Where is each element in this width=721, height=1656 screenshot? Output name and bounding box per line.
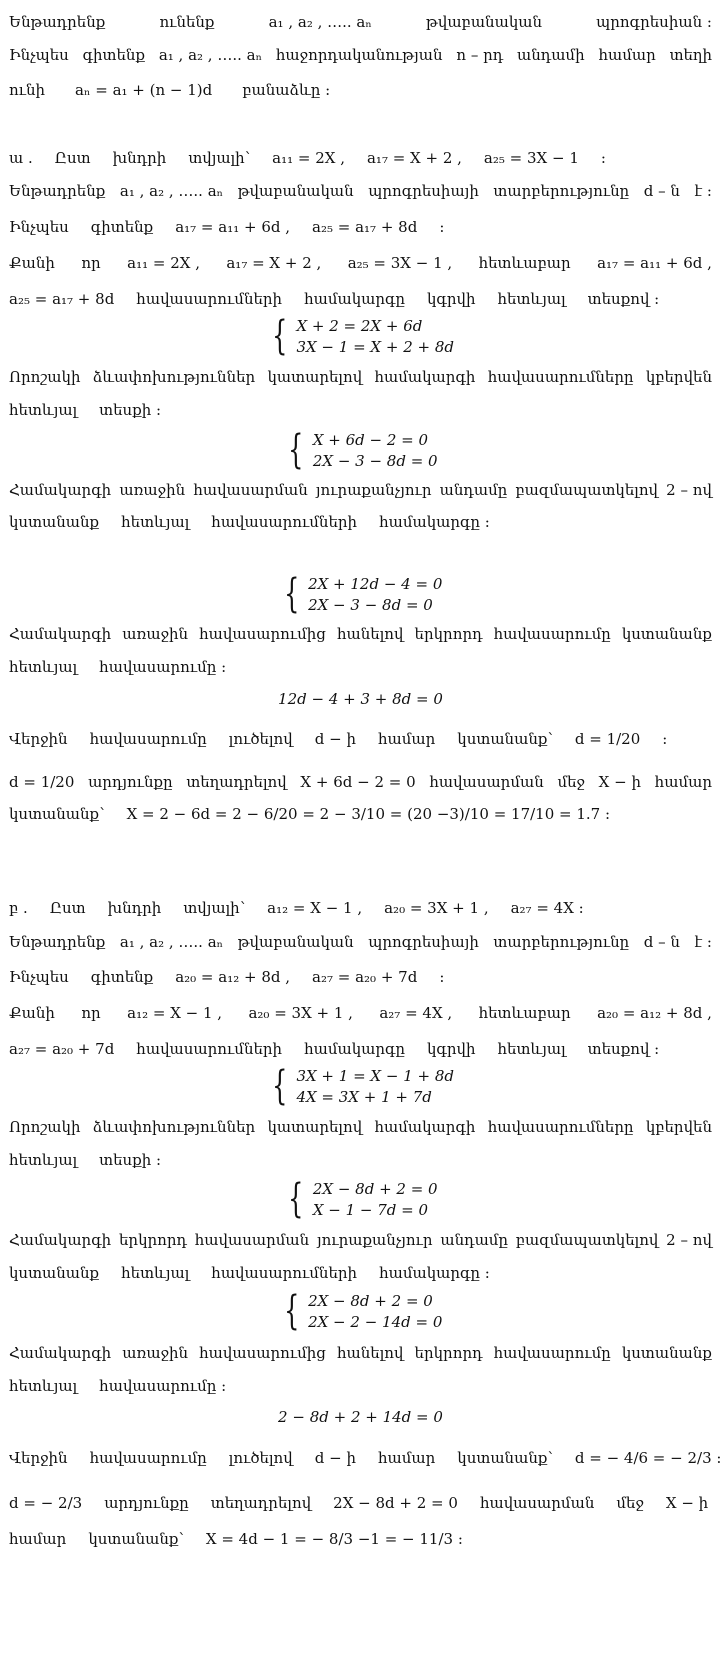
part-b-line-1 xyxy=(9,896,712,920)
part-a-line-13 xyxy=(9,770,712,794)
word: a₁ , a₂ , ….. aₙ xyxy=(119,182,224,200)
word: կստանանք xyxy=(9,1264,100,1282)
word: Համակարգի xyxy=(9,481,112,499)
word: a₂₇ = a₂₀ + 7d xyxy=(9,1040,115,1058)
word: որ xyxy=(81,254,101,272)
word: a₂₇ = 4X ։ xyxy=(510,899,584,917)
word: Համակարգի xyxy=(9,1231,112,1249)
word: անդամը xyxy=(440,1231,508,1249)
system-row: X − 1 − 7d = 0 xyxy=(312,1201,429,1219)
system-row: 2X − 3 − 8d = 0 xyxy=(312,452,438,470)
word: թվաբանական xyxy=(237,933,354,951)
word: համակարգը xyxy=(304,290,406,308)
word: մեջ xyxy=(557,773,585,791)
word: հավասարումները xyxy=(487,368,634,386)
word: հավասարումների xyxy=(136,290,283,308)
word: հետևյալ xyxy=(9,658,78,676)
system-row: 4X = 3X + 1 + 7d xyxy=(296,1088,432,1106)
word: ա . xyxy=(9,149,33,167)
word: տեսքի ։ xyxy=(99,401,162,419)
word: 2 – ով xyxy=(666,481,712,499)
word: առաջին xyxy=(119,481,186,499)
word: տարբերությունը xyxy=(493,182,630,200)
system-row: 2X + 12d − 4 = 0 xyxy=(308,575,443,593)
word: համակարգը ։ xyxy=(379,1264,490,1282)
word: արդյունքը xyxy=(104,1494,189,1512)
word: է ։ xyxy=(694,933,712,951)
word: խնդրի xyxy=(107,899,162,917)
word: լուծելով xyxy=(228,730,293,748)
word: հետևյալ xyxy=(121,513,190,531)
word: a₁₁ = 2X , xyxy=(127,254,200,272)
word: հավասարումը xyxy=(89,730,207,748)
word: d – ն xyxy=(643,182,680,200)
system-row: 2X − 3 − 8d = 0 xyxy=(308,596,433,614)
part-b-equation: 2 − 8d + 2 + 14d = 0 xyxy=(278,1408,443,1426)
word: հավասարումների xyxy=(136,1040,283,1058)
word: գիտենք xyxy=(90,218,154,236)
word: հետևաբար xyxy=(478,254,571,272)
part-a-line-2 xyxy=(9,179,712,203)
word: որ xyxy=(81,1004,101,1022)
word: հետևյալ xyxy=(497,290,566,308)
word: a₁ , a₂ , ….. aₙ xyxy=(119,933,224,951)
word: ունի xyxy=(9,81,46,99)
part-a-line-12 xyxy=(9,727,712,751)
word: կատարելով xyxy=(267,368,363,386)
word: երկրորդ xyxy=(414,1344,483,1362)
word: Համակարգի xyxy=(9,625,112,643)
word: կգրվի xyxy=(427,1040,476,1058)
system-row: 3X − 1 = X + 2 + 8d xyxy=(296,338,454,356)
part-a-system-1: { X + 2 = 2X + 6d 3X − 1 = X + 2 + 8d xyxy=(272,313,454,359)
part-b-line-11 xyxy=(9,1374,712,1398)
word: տեսքի ։ xyxy=(99,1151,162,1169)
word: գիտենք xyxy=(90,968,154,986)
system-row: X + 6d − 2 = 0 xyxy=(312,431,429,449)
part-b-line-3 xyxy=(9,965,712,989)
word: մեջ xyxy=(616,1494,644,1512)
word: հետևյալ xyxy=(9,1377,78,1395)
word: տեղի xyxy=(669,46,712,64)
part-a-system-2: { X + 6d − 2 = 0 2X − 3 − 8d = 0 xyxy=(288,427,438,473)
part-a-line-14 xyxy=(9,802,712,826)
part-a-system-3: { 2X + 12d − 4 = 0 2X − 3 − 8d = 0 xyxy=(283,571,443,617)
word: ։ xyxy=(662,730,668,748)
word: կստանանք xyxy=(621,1344,712,1362)
word: հետևյալ xyxy=(497,1040,566,1058)
part-b-line-8 xyxy=(9,1228,712,1252)
word: հետևյալ xyxy=(9,1151,78,1169)
word: համար xyxy=(9,1530,67,1548)
word: n – րդ xyxy=(456,46,504,64)
word: Ըստ xyxy=(54,149,91,167)
word: X − ի xyxy=(665,1494,709,1512)
part-a-line-3 xyxy=(9,215,712,239)
word: պրոգրեսիայի xyxy=(368,933,479,951)
word: d = − 4/6 = − 2/3 ։ xyxy=(574,1449,721,1467)
part-a-line-4 xyxy=(9,251,712,275)
word: Քանի xyxy=(9,1004,55,1022)
word: առաջին xyxy=(122,1344,189,1362)
part-b-line-6 xyxy=(9,1115,712,1139)
part-b-system-1: { 3X + 1 = X − 1 + 8d 4X = 3X + 1 + 7d xyxy=(272,1063,454,1109)
word: հավասարումը xyxy=(493,625,611,643)
word: հավասարման xyxy=(429,773,544,791)
word: հավասարման xyxy=(194,1231,310,1249)
word: կբերվեն xyxy=(645,368,712,386)
word: a₂₅ = 3X − 1 xyxy=(483,149,579,167)
word: Ենթադրենք xyxy=(9,933,106,951)
part-a-line-11 xyxy=(9,655,712,679)
word: a₁₂ = X − 1 , xyxy=(127,1004,223,1022)
word: a₂₅ = a₁₇ + 8d xyxy=(9,290,115,308)
word: a₂₇ = 4X , xyxy=(379,1004,453,1022)
word: առաջին xyxy=(122,625,189,643)
part-b-line-13 xyxy=(9,1491,712,1515)
word: հավասարումների xyxy=(211,513,358,531)
word: հանելով xyxy=(337,625,404,643)
word: հավասարումը xyxy=(493,1344,611,1362)
word: հավասարումների xyxy=(211,1264,358,1282)
word: հավասարման xyxy=(193,481,308,499)
word: հավասարումը xyxy=(89,1449,207,1467)
word: տեսքով ։ xyxy=(587,290,660,308)
word: յուրաքանչյուր xyxy=(315,481,432,499)
word: կստանանք՝ xyxy=(9,805,105,823)
word: a₂₀ = a₁₂ + 8d , xyxy=(175,968,291,986)
word: Համակարգի xyxy=(9,1344,112,1362)
word: հավասարումը ։ xyxy=(99,1377,227,1395)
word: Վերջին xyxy=(9,1449,68,1467)
word: բազմապատկելով xyxy=(515,481,658,499)
system-row: 2X − 2 − 14d = 0 xyxy=(308,1313,443,1331)
word: երկրորդ xyxy=(118,1231,187,1249)
word: կստանանք՝ xyxy=(457,730,553,748)
word: հավասարումը ։ xyxy=(99,658,227,676)
word: հավասարումից xyxy=(199,1344,326,1362)
word: համակարգի xyxy=(374,368,476,386)
word: համար xyxy=(654,773,712,791)
word: 2 – ով xyxy=(666,1231,712,1249)
word: կստանանք xyxy=(621,625,712,643)
word: d – ն xyxy=(643,933,680,951)
system-row: 3X + 1 = X − 1 + 8d xyxy=(296,1067,454,1085)
word: հաջորդականության xyxy=(275,46,443,64)
system-row: 2X − 8d + 2 = 0 xyxy=(312,1180,438,1198)
word: համակարգը ։ xyxy=(379,513,490,531)
word: հավասարումները xyxy=(487,1118,634,1136)
word: բ . xyxy=(9,899,28,917)
word: համակարգը xyxy=(304,1040,406,1058)
word: թվաբանական xyxy=(237,182,354,200)
part-a-line-7 xyxy=(9,398,712,422)
word: համար xyxy=(377,730,436,748)
part-b-line-12 xyxy=(9,1446,721,1470)
word: կստանանք xyxy=(9,513,100,531)
part-b-system-3: { 2X − 8d + 2 = 0 2X − 2 − 14d = 0 xyxy=(283,1288,443,1334)
word: Ինչպես xyxy=(9,218,69,236)
word: տարբերությունը xyxy=(493,933,630,951)
word: կբերվեն xyxy=(645,1118,712,1136)
part-a-equation: 12d − 4 + 3 + 8d = 0 xyxy=(278,690,443,708)
system-row: X + 2 = 2X + 6d xyxy=(296,317,423,335)
word: պրոգրեսիան ։ xyxy=(596,13,712,31)
word: տեղադրելով xyxy=(210,1494,312,1512)
system-row: 2X − 8d + 2 = 0 xyxy=(308,1292,433,1310)
word: a₂₇ = a₂₀ + 7d xyxy=(312,968,418,986)
word: a₁₁ = 2X , xyxy=(272,149,345,167)
word: համար xyxy=(598,46,656,64)
word: Ինչպես xyxy=(9,968,69,986)
word: յուրաքանչյուր xyxy=(317,1231,433,1249)
word: ։ xyxy=(439,968,445,986)
word: կստանանք՝ xyxy=(88,1530,184,1548)
word: ձևափոխություններ xyxy=(92,1118,256,1136)
word: հետևյալ xyxy=(9,401,78,419)
word: ձևափոխություններ xyxy=(92,368,256,386)
word: a₁ , a₂ , ….. aₙ xyxy=(268,13,372,31)
word: կգրվի xyxy=(427,290,476,308)
intro-line-3 xyxy=(9,78,712,102)
part-b-line-2 xyxy=(9,930,712,954)
word: a₂₀ = 3X + 1 , xyxy=(384,899,489,917)
part-a-line-9 xyxy=(9,510,712,534)
intro-line-1 xyxy=(9,10,712,34)
word: a₂₅ = 3X − 1 , xyxy=(347,254,453,272)
word: կատարելով xyxy=(267,1118,363,1136)
part-a-line-8 xyxy=(9,478,712,502)
word: Քանի xyxy=(9,254,55,272)
word: տեսքով ։ xyxy=(587,1040,660,1058)
word: տվյալի՝ xyxy=(188,149,251,167)
word: a₂₀ = 3X + 1 , xyxy=(248,1004,353,1022)
word: կստանանք՝ xyxy=(457,1449,553,1467)
word: Որոշակի xyxy=(9,1118,81,1136)
word: բազմապատկելով xyxy=(515,1231,659,1249)
word: a₁₇ = a₁₁ + 6d , xyxy=(597,254,712,272)
word: Ենթադրենք xyxy=(9,182,106,200)
word: գիտենք xyxy=(82,46,145,64)
word: խնդրի xyxy=(112,149,167,167)
part-a-line-10 xyxy=(9,622,712,646)
word: Ենթադրենք xyxy=(9,13,106,31)
part-b-line-5 xyxy=(9,1037,712,1061)
word: համակարգի xyxy=(374,1118,476,1136)
word: հետևյալ xyxy=(121,1264,190,1282)
word: a₁₇ = a₁₁ + 6d , xyxy=(175,218,291,236)
word: հավասարումից xyxy=(199,625,326,643)
word: թվաբանական xyxy=(426,13,543,31)
part-a-line-6 xyxy=(9,365,712,389)
intro-line-2 xyxy=(9,43,712,67)
word: պրոգրեսիայի xyxy=(368,182,479,200)
part-b-line-10 xyxy=(9,1341,712,1365)
word: a₁₇ = X + 2 , xyxy=(226,254,322,272)
word: տեղադրելով xyxy=(186,773,287,791)
word: անդամի xyxy=(517,46,585,64)
word: a₂₀ = a₁₂ + 8d , xyxy=(597,1004,712,1022)
word: X = 2 − 6d = 2 − 6/20 = 2 − 3/10 = (20 −3)/10 = 17/10 = 1.7 ։ xyxy=(126,805,611,823)
word: հետևաբար xyxy=(478,1004,571,1022)
word: d = 1/20 xyxy=(574,730,641,748)
word: X − ի xyxy=(598,773,641,791)
part-b-line-4 xyxy=(9,1001,712,1025)
part-a-line-5 xyxy=(9,287,712,311)
word: անդամը xyxy=(439,481,508,499)
word: Ըստ xyxy=(49,899,86,917)
part-b-line-14 xyxy=(9,1527,712,1551)
word: տվյալի՝ xyxy=(183,899,246,917)
part-b-line-9 xyxy=(9,1261,712,1285)
word: X + 6d − 2 = 0 xyxy=(300,773,416,791)
word: Վերջին xyxy=(9,730,68,748)
part-b-line-7 xyxy=(9,1148,712,1172)
word: Որոշակի xyxy=(9,368,81,386)
word: բանաձևը ։ xyxy=(242,81,331,99)
word: է ։ xyxy=(694,182,712,200)
word: հանելով xyxy=(337,1344,404,1362)
word: լուծելով xyxy=(228,1449,293,1467)
word: d − ի xyxy=(314,730,356,748)
word: aₙ = a₁ + (n − 1)d xyxy=(75,81,213,99)
part-b-system-2: { 2X − 8d + 2 = 0 X − 1 − 7d = 0 xyxy=(288,1176,438,1222)
word: d − ի xyxy=(314,1449,356,1467)
word: d = 1/20 xyxy=(9,773,75,791)
part-a-line-1 xyxy=(9,146,712,170)
word: երկրորդ xyxy=(414,625,483,643)
word: ։ xyxy=(600,149,606,167)
word: 2X − 8d + 2 = 0 xyxy=(333,1494,458,1512)
word: Ինչպես xyxy=(9,46,69,64)
word: ունենք xyxy=(159,13,215,31)
word: ։ xyxy=(439,218,445,236)
word: a₁₇ = X + 2 , xyxy=(366,149,462,167)
word: համար xyxy=(377,1449,436,1467)
word: a₁₂ = X − 1 , xyxy=(267,899,363,917)
word: հավասարման xyxy=(479,1494,595,1512)
word: d = − 2/3 xyxy=(9,1494,83,1512)
word: X = 4d − 1 = − 8/3 −1 = − 11/3 ։ xyxy=(205,1530,463,1548)
word: արդյունքը xyxy=(88,773,173,791)
word: a₁ , a₂ , ….. aₙ xyxy=(158,46,263,64)
word: a₂₅ = a₁₇ + 8d xyxy=(312,218,418,236)
